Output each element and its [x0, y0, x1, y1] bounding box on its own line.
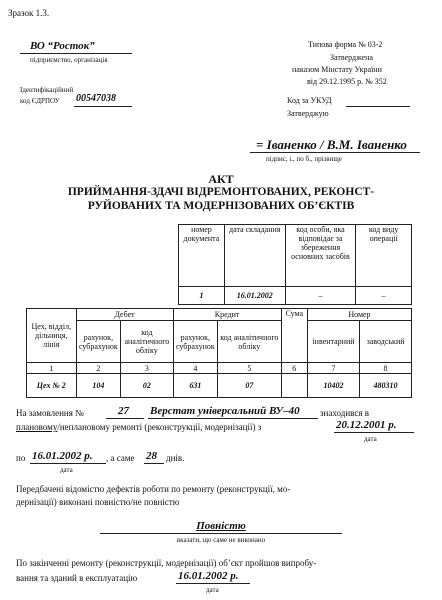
- row-inventory: 10402: [307, 374, 359, 398]
- row-factory: 480310: [360, 374, 412, 398]
- row-dept: Цех № 2: [27, 374, 77, 398]
- defects-text-2: дернізації) виконані повністю/не повністю: [16, 497, 180, 507]
- doc-date-value: 16.01.2002: [224, 287, 285, 305]
- col-num-5: 5: [218, 363, 281, 374]
- machine-name: Верстат універсальний ВУ–40: [150, 405, 300, 417]
- org-caption: підприємство, організація: [30, 56, 108, 64]
- doc-number-value: 1: [179, 287, 225, 305]
- date-from-underline: [334, 432, 414, 433]
- form-line-4: від 29.12.1995 р. № 352: [307, 77, 387, 86]
- credit-header: Кредит: [173, 309, 281, 321]
- fully-caption: вказати, що саме не виконано: [176, 536, 266, 544]
- col-num-4: 4: [173, 363, 218, 374]
- row-sum: [281, 374, 307, 398]
- date-until: 16.01.2002 р.: [32, 450, 93, 462]
- form-line-2: Затверджена: [330, 53, 373, 62]
- debit-header: Дебет: [76, 309, 173, 321]
- row-debit-account: 104: [76, 374, 121, 398]
- machine-underline: [148, 418, 318, 419]
- final-date: 16.01.2002 р.: [178, 570, 239, 582]
- date-from-caption: дата: [364, 435, 377, 443]
- order-number-underline: [106, 418, 144, 419]
- debit-account-header: рахунок, субрахунок: [76, 321, 121, 363]
- edrpou-underline: [74, 106, 132, 107]
- doc-date-header: дата складання: [224, 225, 285, 287]
- row-credit-account: 631: [173, 374, 218, 398]
- number-header: Номер: [307, 309, 411, 321]
- days-suffix: днів.: [166, 453, 185, 463]
- date-until-caption: дата: [60, 466, 73, 474]
- col-num-3: 3: [121, 363, 173, 374]
- and-in-text: , а саме: [106, 453, 135, 463]
- order-number: 27: [118, 405, 129, 417]
- sample-label: Зразок 1.3.: [8, 8, 50, 18]
- factory-header: заводський: [360, 321, 412, 363]
- form-line-3: наказом Мінстату України: [292, 65, 382, 74]
- days-underline: [144, 463, 164, 464]
- col-num-7: 7: [307, 363, 359, 374]
- date-from: 20.12.2001 р.: [336, 419, 397, 431]
- row-credit-analytic: 07: [218, 374, 281, 398]
- date-until-underline: [30, 463, 106, 464]
- col-num-2: 2: [76, 363, 121, 374]
- col-num-6: 6: [281, 363, 307, 374]
- signer-underline: [250, 152, 420, 153]
- inventory-header: інвентарний: [307, 321, 359, 363]
- repair-type-text: [16, 422, 261, 432]
- final-text-2: вання та зданий в експлуатацію: [16, 573, 138, 583]
- ukud-label: Код за УКУД: [287, 96, 332, 105]
- org-underline: [20, 53, 132, 54]
- order-prefix: На замовлення №: [16, 408, 84, 418]
- col-num-8: 8: [360, 363, 412, 374]
- id-caption-1: Ідентифікаційний: [20, 86, 74, 94]
- repair-rest: /неплановому ремонті (реконструкції, модернізації) з: [57, 422, 262, 432]
- debit-analytic-header: код аналітичного обліку: [121, 321, 173, 363]
- fully-underline: [100, 533, 342, 534]
- days-count: 28: [146, 450, 157, 462]
- doc-number-header: номер документа: [179, 225, 225, 287]
- id-caption-2: код ЄДРПОУ: [20, 97, 60, 105]
- person-code-header: код особи, яка відповідає за збереження основних засобів: [285, 225, 356, 287]
- final-date-caption: дата: [206, 586, 219, 594]
- form-line-1: Типова форма № 03-2: [308, 40, 383, 49]
- operation-code-value: –: [356, 287, 412, 305]
- was-in-text: знаходився в: [320, 408, 369, 418]
- dept-header: Цех, відділ, дільниця, лінія: [27, 309, 77, 363]
- sum-header: Сума: [281, 309, 307, 363]
- final-date-underline: [176, 583, 250, 584]
- person-code-value: –: [285, 287, 356, 305]
- ukud-underline: [346, 106, 410, 107]
- approve-label: Затверджую: [287, 109, 329, 118]
- repair-planned: плановому: [16, 422, 58, 432]
- edrpou-code: 00547038: [76, 93, 116, 104]
- operation-code-header: код виду операції: [356, 225, 412, 287]
- signer-caption: підпис, і., по б., прізвище: [266, 155, 342, 163]
- act-title: АКТ: [208, 172, 234, 186]
- credit-analytic-header: код аналітичного обліку: [218, 321, 281, 363]
- until-prefix: по: [16, 453, 26, 463]
- row-debit-analytic: 02: [121, 374, 173, 398]
- act-subtitle-1: ПРИЙМАННЯ-ЗДАЧІ ВІДРЕМОНТОВАНИХ, РЕКОНСТ-: [67, 186, 375, 198]
- credit-account-header: рахунок, субрахунок: [173, 321, 218, 363]
- col-num-1: 1: [27, 363, 77, 374]
- signer-signature: = Іваненко / В.М. Іваненко: [256, 137, 407, 152]
- act-subtitle-2: РУЙОВАНИХ ТА МОДЕРНІЗОВАНИХ ОБ’ЄКТІВ: [87, 200, 355, 212]
- final-text-1: По закінченні ремонту (реконструкції, модернізації) об’єкт пройшов випробу-: [16, 558, 317, 568]
- defects-text-1: Передбачені відомістю дефектів роботи по ремонту (реконструкції, мо-: [16, 484, 291, 494]
- fully-value: Повністю: [196, 520, 246, 532]
- org-name: ВО “Росток”: [30, 40, 95, 52]
- document-info-table: [178, 224, 412, 305]
- accounts-table: [26, 308, 412, 398]
